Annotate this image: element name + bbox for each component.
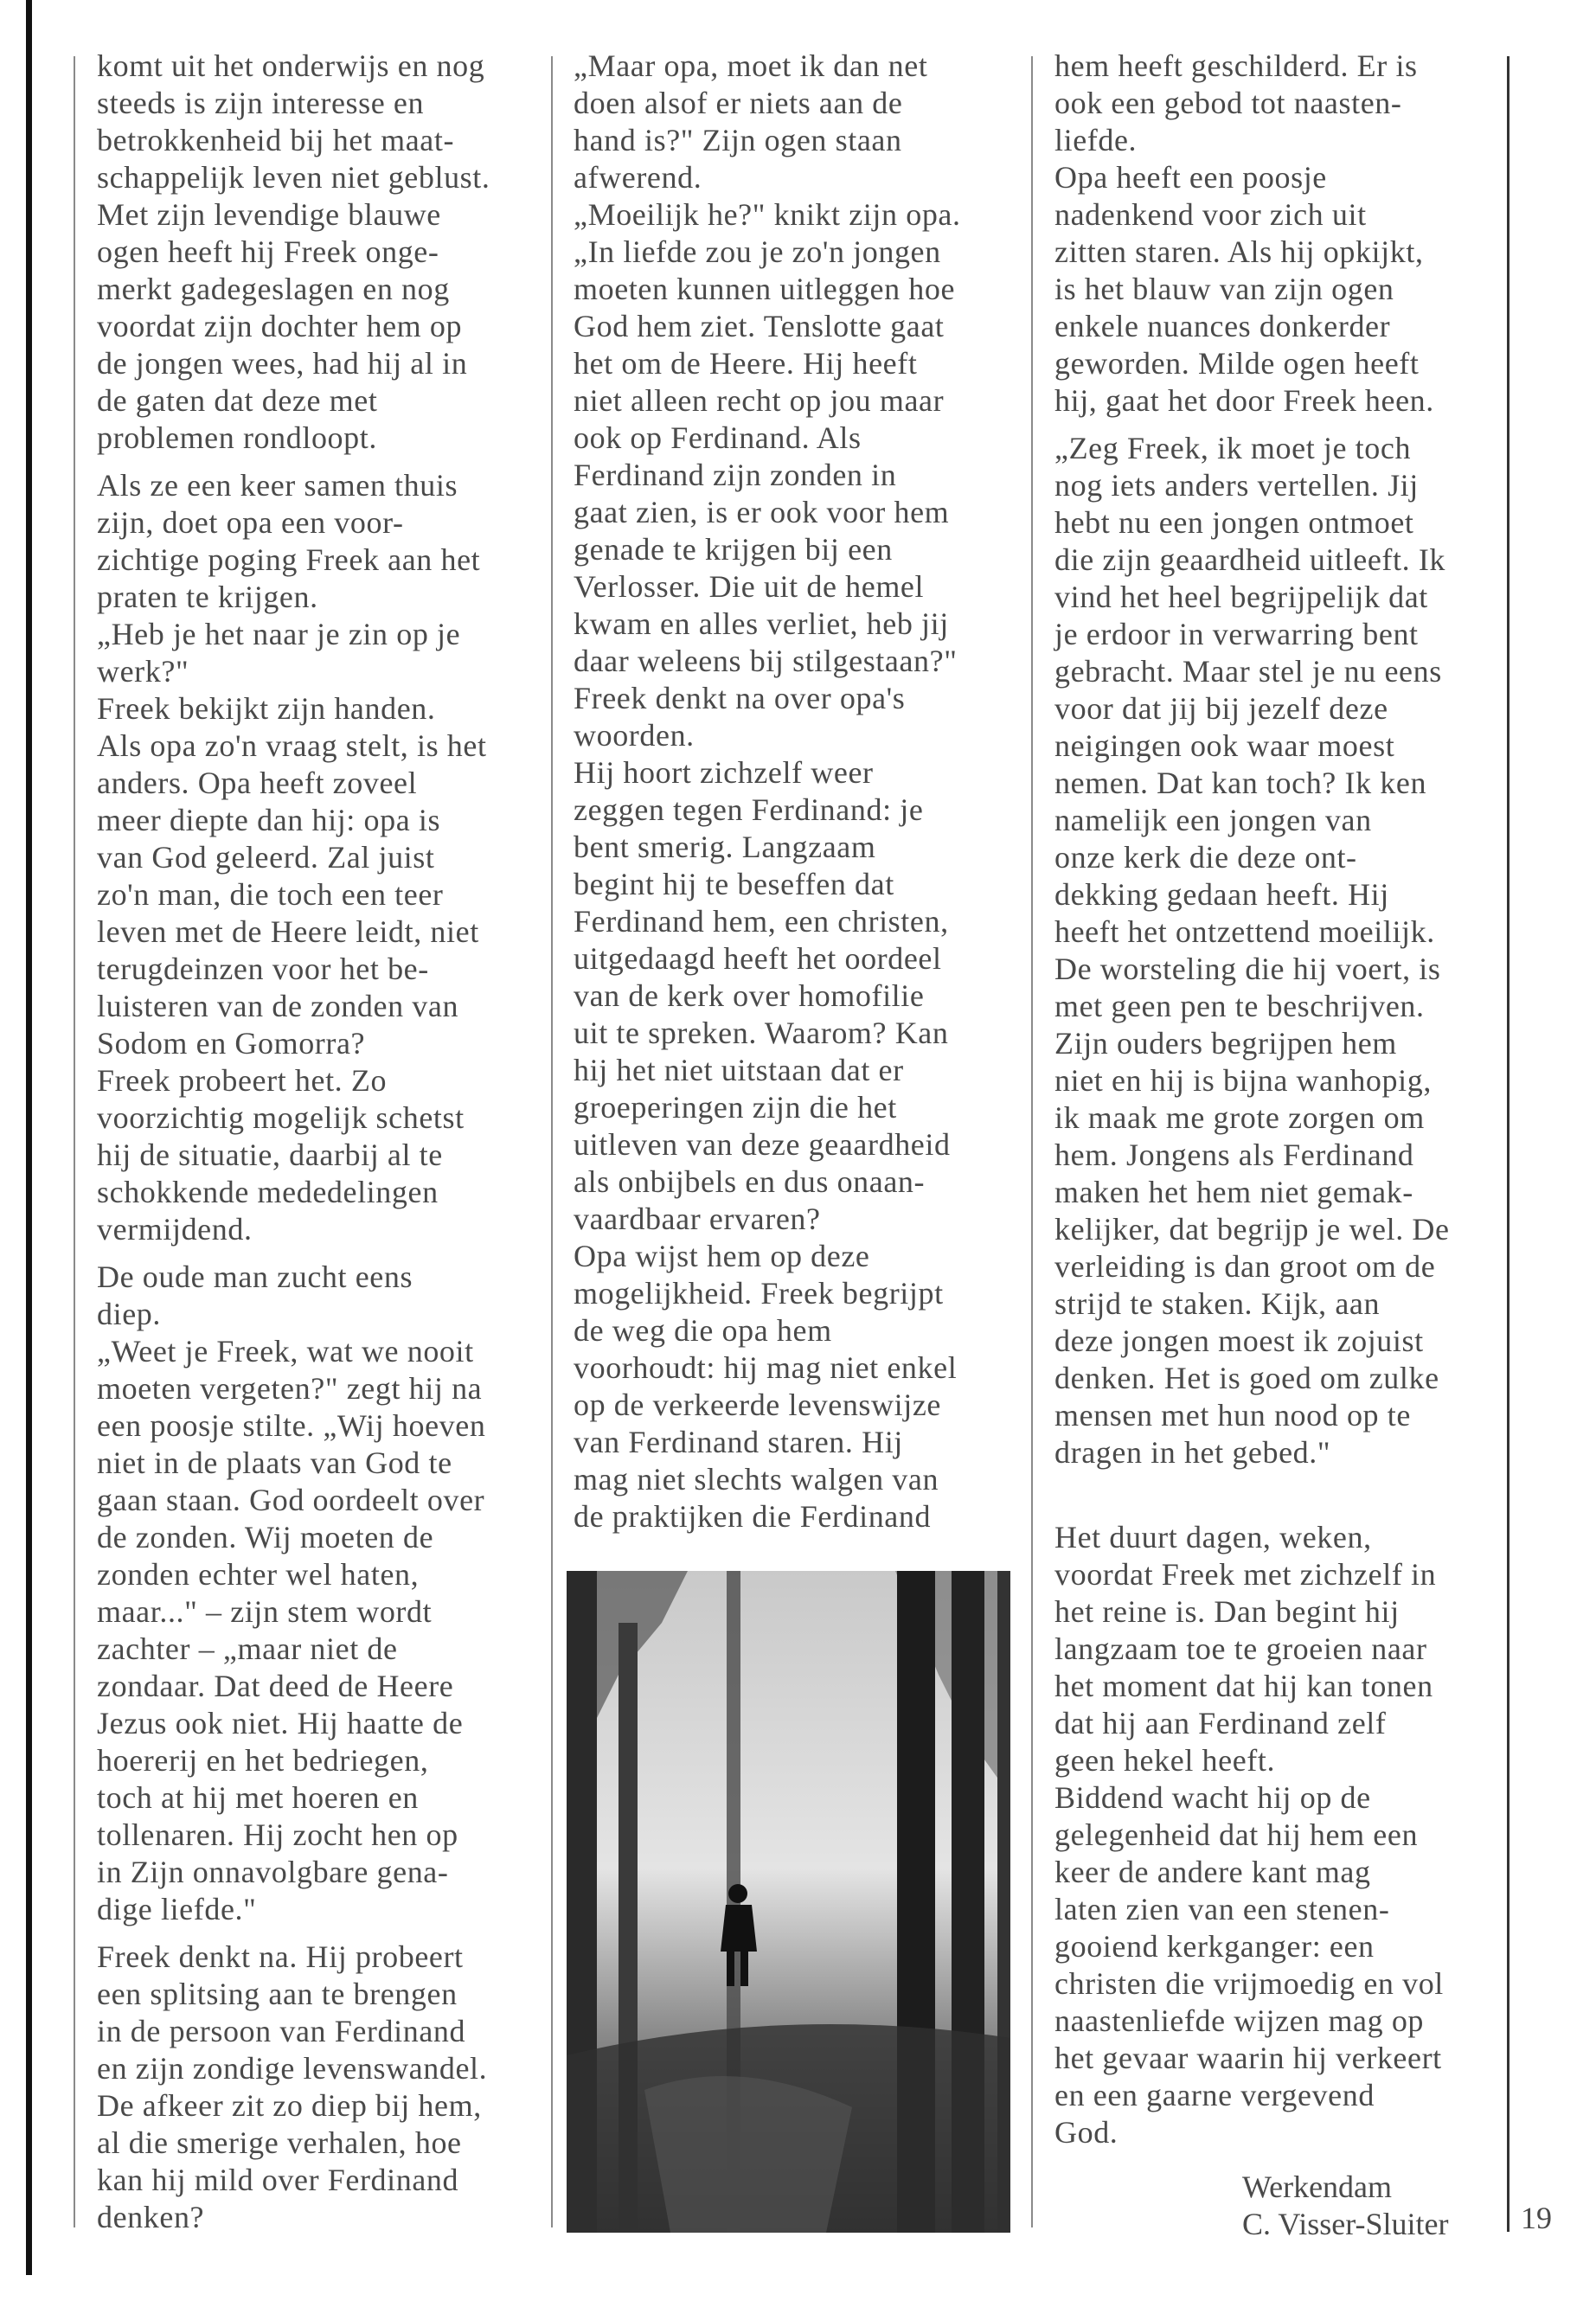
text-line: niet en hij is bijna wanhopig,	[1054, 1063, 1432, 1098]
text-line: vermijdend.	[97, 1212, 253, 1247]
text-line: niet alleen recht op jou maar	[574, 383, 945, 418]
text-line: maar..." – zijn stem wordt	[97, 1594, 433, 1629]
text-line: zitten staren. Als hij opkijkt,	[1054, 234, 1424, 269]
text-line: Zijn ouders begrijpen hem	[1054, 1026, 1397, 1061]
text-line: problemen rondloopt.	[97, 420, 377, 455]
text-line: Freek denkt na over opa's	[574, 681, 906, 715]
text-line: voorhoudt: hij mag niet enkel	[574, 1350, 958, 1385]
text-line: betrokkenheid bij het maat-	[97, 123, 455, 157]
text-line: zijn, doet opa een voor-	[97, 505, 404, 540]
text-line: verleiding is dan groot om de	[1054, 1249, 1436, 1284]
text-line: hij het niet uitstaan dat er	[574, 1053, 904, 1087]
text-line: Biddend wacht hij op de	[1054, 1780, 1371, 1815]
text-line: kwam en alles verliet, heb jij	[574, 606, 949, 641]
text-line: gelegenheid dat hij hem een	[1054, 1817, 1419, 1852]
text-line: anders. Opa heeft zoveel	[97, 766, 418, 800]
page-number-rule	[1507, 56, 1509, 2232]
paragraph	[97, 1939, 490, 2236]
text-line: dat hij aan Ferdinand zelf	[1054, 1706, 1387, 1740]
text-line: doen alsof er niets aan de	[574, 86, 903, 120]
text-line: hand is?" Zijn ogen staan	[574, 123, 902, 157]
text-line: schappelijk leven niet geblust.	[97, 160, 490, 195]
paragraph	[97, 467, 490, 1248]
text-column-2	[574, 48, 961, 1535]
text-line: praten te krijgen.	[97, 580, 318, 614]
text-line: Opa wijst hem op deze	[574, 1239, 870, 1273]
text-line: kan hij mild over Ferdinand	[97, 2163, 459, 2197]
text-line: nadenkend voor zich uit	[1054, 197, 1367, 232]
page-number: 19	[1521, 2201, 1552, 2235]
text-line: Sodom en Gomorra?	[97, 1026, 366, 1061]
forest-photo	[567, 1571, 1010, 2233]
text-line: denken?	[97, 2200, 205, 2234]
text-line: op de verkeerde levenswijze	[574, 1388, 941, 1422]
text-line: Freek probeert het. Zo	[97, 1063, 388, 1098]
text-line: van God geleerd. Zal juist	[97, 840, 435, 875]
text-line: in Zijn onnavolgbare gena-	[97, 1855, 449, 1889]
text-line: je erdoor in verwarring bent	[1054, 617, 1419, 651]
column-rule-middle	[551, 56, 553, 2227]
text-line: De worsteling die hij voert, is	[1054, 952, 1441, 986]
text-line: voordat Freek met zichzelf in	[1054, 1557, 1437, 1592]
text-line: voorzichtig mogelijk schetst	[97, 1100, 465, 1135]
column-rule-right	[1031, 56, 1033, 2227]
text-line: toch at hij met hoeren en	[97, 1780, 419, 1815]
text-line: gaat zien, is er ook voor hem	[574, 495, 950, 529]
text-line: zeggen tegen Ferdinand: je	[574, 792, 924, 827]
text-line: „Maar opa, moet ik dan net	[574, 48, 928, 83]
text-line: afwerend.	[574, 160, 702, 195]
text-line: Freek bekijkt zijn handen.	[97, 691, 436, 726]
text-line: Verlosser. Die uit de hemel	[574, 569, 925, 604]
text-line: naastenliefde wijzen mag op	[1054, 2003, 1425, 2038]
text-line: moeten vergeten?" zegt hij na	[97, 1371, 483, 1406]
text-line: gaan staan. God oordeelt over	[97, 1483, 485, 1517]
text-line: daar weleens bij stilgestaan?"	[574, 644, 958, 678]
text-line: mensen met hun nood op te	[1054, 1398, 1411, 1433]
paragraph	[574, 48, 961, 1535]
text-line: terugdeinzen voor het be-	[97, 952, 429, 986]
text-line: met geen pen te beschrijven.	[1054, 989, 1425, 1023]
text-line: begint hij te beseffen dat	[574, 867, 894, 901]
text-line: laten zien van een stenen-	[1054, 1892, 1390, 1926]
text-line: Het duurt dagen, weken,	[1054, 1520, 1372, 1554]
text-line: gooiend kerkganger: een	[1054, 1929, 1375, 1964]
text-line: werk?"	[97, 654, 189, 689]
text-line: een poosje stilte. „Wij hoeven	[97, 1408, 486, 1443]
text-line: de weg die opa hem	[574, 1313, 832, 1348]
text-line: diep.	[97, 1297, 161, 1331]
text-line: zachter – „maar niet de	[97, 1631, 398, 1666]
text-line: geen hekel heeft.	[1054, 1743, 1276, 1778]
text-line: het reine is. Dan begint hij	[1054, 1594, 1400, 1629]
text-line: „Heb je het naar je zin op je	[97, 617, 461, 651]
text-line: zonden echter wel haten,	[97, 1557, 420, 1592]
text-line: hem. Jongens als Ferdinand	[1054, 1138, 1414, 1172]
text-line: De oude man zucht eens	[97, 1259, 413, 1294]
text-line: merkt gadegeslagen en nog	[97, 272, 450, 306]
text-line: ook een gebod tot naasten-	[1054, 86, 1402, 120]
paragraph	[97, 1259, 490, 1928]
text-line: het moment dat hij kan tonen	[1054, 1669, 1433, 1703]
text-line: en een gaarne vergevend	[1054, 2078, 1375, 2112]
text-line: keer de andere kant mag	[1054, 1855, 1371, 1889]
text-line: uitleven van deze geaardheid	[574, 1127, 951, 1162]
text-line: geworden. Milde ogen heeft	[1054, 346, 1420, 381]
text-line: uit te spreken. Waarom? Kan	[574, 1016, 949, 1050]
text-line: De afkeer zit zo diep bij hem,	[97, 2088, 482, 2123]
text-line: Hij hoort zichzelf weer	[574, 755, 874, 790]
text-line: Ferdinand hem, een christen,	[574, 904, 949, 939]
text-line: namelijk een jongen van	[1054, 803, 1372, 837]
text-line: kelijker, dat begrijp je wel. De	[1054, 1212, 1450, 1247]
signature-place: Werkendam	[1242, 2170, 1393, 2204]
text-line: zichtige poging Freek aan het	[97, 542, 481, 577]
column-rule-left	[74, 56, 75, 2227]
text-line: groeperingen zijn die het	[574, 1090, 897, 1125]
text-line: en zijn zondige levenswandel.	[97, 2051, 488, 2086]
text-line: is het blauw van zijn ogen	[1054, 272, 1394, 306]
text-line: liefde.	[1054, 123, 1138, 157]
text-line: „Moeilijk he?" knikt zijn opa.	[574, 197, 961, 232]
text-line: dekking gedaan heeft. Hij	[1054, 877, 1389, 912]
text-line: God.	[1054, 2115, 1118, 2150]
text-line: mag niet slechts walgen van	[574, 1462, 939, 1497]
paragraph	[1054, 1519, 1450, 2151]
text-line: in de persoon van Ferdinand	[97, 2014, 466, 2048]
text-line: voordat zijn dochter hem op	[97, 309, 463, 343]
text-line: die zijn geaardheid uitleeft. Ik	[1054, 542, 1446, 577]
text-line: denken. Het is goed om zulke	[1054, 1361, 1439, 1395]
text-line: enkele nuances donkerder	[1054, 309, 1391, 343]
text-line: langzaam toe te groeien naar	[1054, 1631, 1427, 1666]
text-line: neigingen ook waar moest	[1054, 728, 1395, 763]
text-column-3	[1054, 48, 1450, 2151]
text-line: leven met de Heere leidt, niet	[97, 914, 479, 949]
text-line: gebracht. Maar stel je nu eens	[1054, 654, 1442, 689]
text-line: vind het heel begrijpelijk dat	[1054, 580, 1428, 614]
text-line: tollenaren. Hij zocht hen op	[97, 1817, 458, 1852]
text-line: hem heeft geschilderd. Er is	[1054, 48, 1418, 83]
text-line: nemen. Dat kan toch? Ik ken	[1054, 766, 1427, 800]
text-line: Met zijn levendige blauwe	[97, 197, 441, 232]
text-line: zondaar. Dat deed de Heere	[97, 1669, 454, 1703]
text-line: van Ferdinand staren. Hij	[574, 1425, 903, 1459]
text-line: al die smerige verhalen, hoe	[97, 2125, 462, 2160]
text-line: dige liefde."	[97, 1892, 257, 1926]
text-line: ogen heeft hij Freek onge-	[97, 234, 439, 269]
paragraph	[97, 48, 490, 457]
text-line: nog iets anders vertellen. Jij	[1054, 468, 1419, 503]
text-line: „Zeg Freek, ik moet je toch	[1054, 431, 1412, 465]
text-line: bent smerig. Langzaam	[574, 830, 876, 864]
text-column-1	[97, 48, 490, 2236]
text-line: moeten kunnen uitleggen hoe	[574, 272, 956, 306]
text-line: de gaten dat deze met	[97, 383, 378, 418]
text-line: komt uit het onderwijs en nog	[97, 48, 485, 83]
text-line: hij, gaat het door Freek heen.	[1054, 383, 1434, 418]
text-line: genade te krijgen bij een	[574, 532, 893, 567]
text-line: christen die vrijmoedig en vol	[1054, 1966, 1444, 2001]
paragraph	[1054, 430, 1450, 1471]
text-line: steeds is zijn interesse en	[97, 86, 425, 120]
text-line: maken het hem niet gemak-	[1054, 1175, 1413, 1209]
text-line: strijd te staken. Kijk, aan	[1054, 1286, 1381, 1321]
signature-author: C. Visser-Sluiter	[1242, 2207, 1449, 2241]
text-line: schokkende mededelingen	[97, 1175, 439, 1209]
text-line: Als ze een keer samen thuis	[97, 468, 458, 503]
text-line: „Weet je Freek, wat we nooit	[97, 1334, 474, 1368]
text-line: hij de situatie, daarbij al te	[97, 1138, 443, 1172]
text-line: het gevaar waarin hij verkeert	[1054, 2041, 1442, 2075]
text-line: de praktijken die Ferdinand	[574, 1499, 932, 1534]
text-line: God hem ziet. Tenslotte gaat	[574, 309, 945, 343]
text-line: Opa heeft een poosje	[1054, 160, 1327, 195]
text-line: „In liefde zou je zo'n jongen	[574, 234, 941, 269]
text-line: meer diepte dan hij: opa is	[97, 803, 441, 837]
text-line: als onbijbels en dus onaan-	[574, 1164, 926, 1199]
text-line: onze kerk die deze ont-	[1054, 840, 1357, 875]
text-line: de zonden. Wij moeten de	[97, 1520, 434, 1554]
text-line: ook op Ferdinand. Als	[574, 420, 862, 455]
text-line: voor dat jij bij jezelf deze	[1054, 691, 1388, 726]
text-line: niet in de plaats van God te	[97, 1445, 452, 1480]
text-line: een splitsing aan te brengen	[97, 1977, 458, 2011]
text-line: ik maak me grote zorgen om	[1054, 1100, 1425, 1135]
text-line: dragen in het gebed."	[1054, 1435, 1331, 1470]
text-line: heeft het ontzettend moeilijk.	[1054, 914, 1435, 949]
paragraph	[1054, 48, 1450, 420]
text-line: uitgedaagd heeft het oordeel	[574, 941, 942, 976]
text-line: van de kerk over homofilie	[574, 978, 925, 1013]
page-edge-bar	[26, 0, 32, 2275]
text-line: luisteren van de zonden van	[97, 989, 459, 1023]
text-line: vaardbaar ervaren?	[574, 1202, 821, 1236]
text-line: Ferdinand zijn zonden in	[574, 458, 897, 492]
text-line: Jezus ook niet. Hij haatte de	[97, 1706, 464, 1740]
text-line: Als opa zo'n vraag stelt, is het	[97, 728, 487, 763]
text-line: woorden.	[574, 718, 695, 753]
text-line: het om de Heere. Hij heeft	[574, 346, 918, 381]
text-line: zo'n man, die toch een teer	[97, 877, 444, 912]
text-line: hebt nu een jongen ontmoet	[1054, 505, 1414, 540]
text-line: hoererij en het bedriegen,	[97, 1743, 429, 1778]
text-line: mogelijkheid. Freek begrijpt	[574, 1276, 944, 1311]
text-line: de jongen wees, had hij al in	[97, 346, 468, 381]
text-line: Freek denkt na. Hij probeert	[97, 1939, 464, 1974]
text-line: deze jongen moest ik zojuist	[1054, 1324, 1424, 1358]
